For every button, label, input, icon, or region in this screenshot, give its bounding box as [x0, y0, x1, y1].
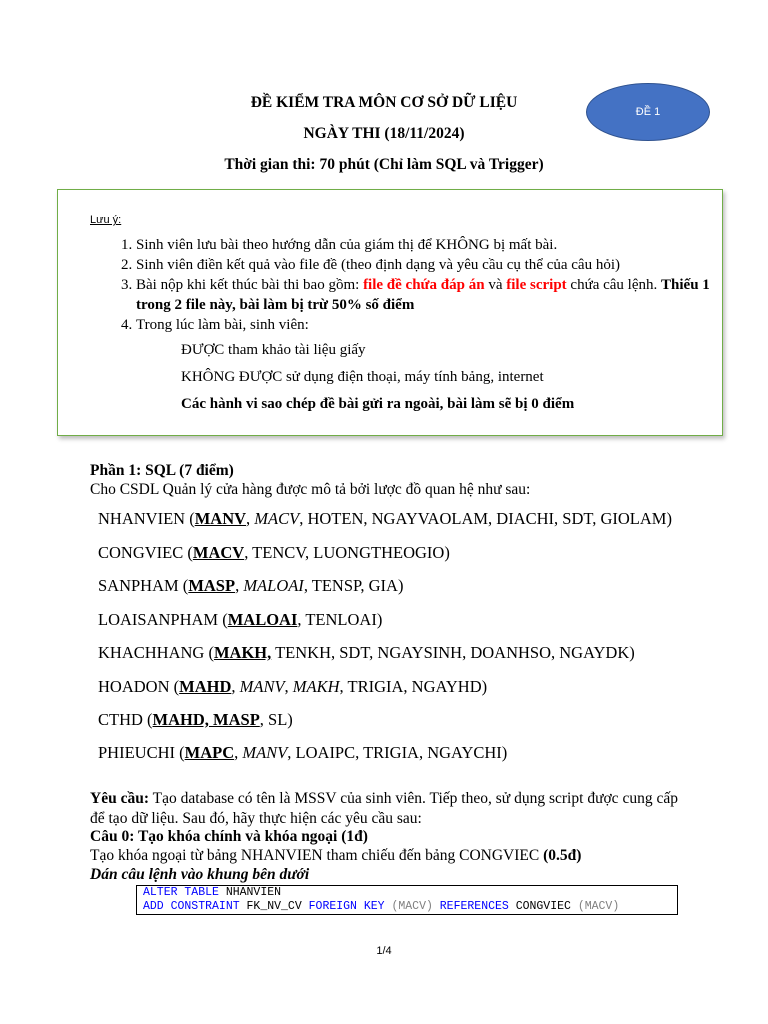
primary-key: MAKH,: [213, 643, 272, 662]
sql-text: CONGVIEC: [508, 899, 578, 913]
requirement-label: Yêu cầu:: [90, 790, 150, 807]
note-text: Sinh viên điền kết quả vào file đề (theo định dạng và yêu cầu cụ thể của câu hỏi): [136, 257, 620, 273]
primary-key: MANV: [194, 509, 247, 528]
relation-name: NHANVIEN (: [98, 509, 195, 528]
note-text: chứa câu lệnh.: [566, 277, 662, 293]
note-penalty: Thiếu 1 trong 2 file này, bài làm bị trừ 50% số điểm: [136, 277, 710, 313]
not-allowed-rule: KHÔNG ĐƯỢC sử dụng điện thoại, máy tính bảng, internet: [181, 369, 544, 385]
relation-congviec: [98, 543, 450, 563]
answer-code-box[interactable]: [136, 885, 678, 915]
primary-key: MAPC: [184, 743, 235, 762]
warning-rule: Các hành vi sao chép đề bài gửi ra ngoài, bài làm sẽ bị 0 điểm: [181, 396, 575, 412]
foreign-key: MACV: [254, 509, 300, 528]
part1-intro: Cho CSDL Quản lý cửa hàng được mô tả bởi lược đồ quan hệ như sau:: [90, 481, 531, 498]
part1-heading: Phần 1: SQL (7 điểm): [90, 462, 234, 479]
separator: ,: [246, 509, 255, 528]
note-text: Trong lúc làm bài, sinh viên:: [136, 317, 309, 333]
sql-text: FK_NV_CV: [239, 899, 309, 913]
relation-phieuchi: [98, 743, 507, 763]
note-item: [136, 255, 726, 275]
exam-title: ĐỀ KIỂM TRA MÔN CƠ SỞ DỮ LIỆU: [250, 94, 518, 111]
foreign-key: MALOAI: [243, 576, 304, 595]
separator: ,: [235, 576, 244, 595]
primary-key: MASP: [188, 576, 236, 595]
relation-attributes: , TENSP, GIA): [303, 576, 404, 595]
requirement-text: Tạo database có tên là MSSV của sinh viên. Tiếp theo, sử dụng script được cung cấp để tạo dữ liệu. Sau đó, hãy thực hiện các yêu cầu sau:: [90, 790, 678, 827]
relation-attributes: TENKH, SDT, NGAYSINH, DOANHSO, NGAYDK): [271, 643, 635, 662]
note-text: và: [484, 277, 507, 293]
sql-column: (MACV): [577, 899, 620, 913]
relation-attributes: , HOTEN, NGAYVAOLAM, DIACHI, SDT, GIOLAM): [299, 509, 672, 528]
relation-nhanvien: [98, 509, 672, 529]
relation-attributes: , SL): [259, 710, 293, 729]
note-highlight: file đề chứa đáp án: [363, 277, 485, 293]
relation-name: LOAISANPHAM (: [98, 610, 228, 629]
foreign-key: MANV: [239, 677, 285, 696]
note-text: Bài nộp khi kết thúc bài thi bao gồm:: [136, 277, 364, 293]
relation-loaisanpham: [98, 610, 382, 630]
page-number: 1/4: [376, 945, 392, 957]
requirement-paragraph: [90, 789, 678, 829]
relation-name: KHACHHANG (: [98, 643, 214, 662]
sql-keyword: ADD CONSTRAINT: [143, 899, 240, 913]
question0-points: (0.5đ): [543, 847, 582, 864]
code-line-2: [143, 900, 677, 914]
allowed-rule: ĐƯỢC tham khảo tài liệu giấy: [181, 342, 366, 358]
exam-duration: Thời gian thi: 70 phút (Chỉ làm SQL và Trigger): [224, 156, 544, 173]
note-text: Sinh viên lưu bài theo hướng dẫn của giám thị để KHÔNG bị mất bài.: [136, 237, 558, 253]
primary-key: MAHD, MASP: [152, 710, 260, 729]
foreign-key: MAKH: [292, 677, 340, 696]
sql-keyword: REFERENCES: [439, 899, 509, 913]
relation-name: CTHD (: [98, 710, 153, 729]
sql-keyword: ALTER TABLE: [143, 886, 219, 899]
exam-date: NGÀY THI (18/11/2024): [303, 125, 465, 142]
note-item: [136, 235, 726, 255]
note-item: [136, 275, 726, 315]
relation-name: SANPHAM (: [98, 576, 189, 595]
relation-attributes: , TRIGIA, NGAYHD): [339, 677, 488, 696]
primary-key: MALOAI: [227, 610, 298, 629]
answer-instruction: Dán câu lệnh vào khung bên dưới: [90, 866, 310, 883]
exam-version-badge: ĐỀ 1: [586, 83, 710, 141]
relation-khachhang: [98, 643, 635, 663]
question0-description: [90, 847, 581, 865]
relation-name: HOADON (: [98, 677, 180, 696]
relation-attributes: , TENCV, LUONGTHEOGIO): [244, 543, 450, 562]
sql-text: NHANVIEN: [218, 886, 282, 899]
relation-attributes: , TENLOAI): [297, 610, 383, 629]
relation-attributes: , LOAIPC, TRIGIA, NGAYCHI): [287, 743, 508, 762]
separator: ,: [284, 677, 293, 696]
sql-keyword: FOREIGN KEY: [308, 899, 385, 913]
question0-text: Tạo khóa ngoại từ bảng NHANVIEN tham chiếu đến bảng CONGVIEC: [90, 847, 544, 864]
notes-heading: Lưu ý:: [90, 214, 122, 226]
relation-name: PHIEUCHI (: [98, 743, 185, 762]
foreign-key: MANV: [242, 743, 288, 762]
question0-heading: Câu 0: Tạo khóa chính và khóa ngoại (1đ): [90, 828, 368, 845]
relation-name: CONGVIEC (: [98, 543, 193, 562]
code-line-1: [143, 886, 677, 900]
relation-sanpham: [98, 576, 403, 596]
notes-list: [100, 235, 726, 335]
sql-column: (MACV): [384, 899, 440, 913]
separator: ,: [234, 743, 243, 762]
primary-key: MACV: [192, 543, 245, 562]
note-item: [136, 315, 726, 335]
relation-hoadon: [98, 677, 487, 697]
relation-cthd: [98, 710, 293, 730]
note-highlight: file script: [506, 277, 567, 293]
separator: ,: [231, 677, 240, 696]
primary-key: MAHD: [179, 677, 232, 696]
